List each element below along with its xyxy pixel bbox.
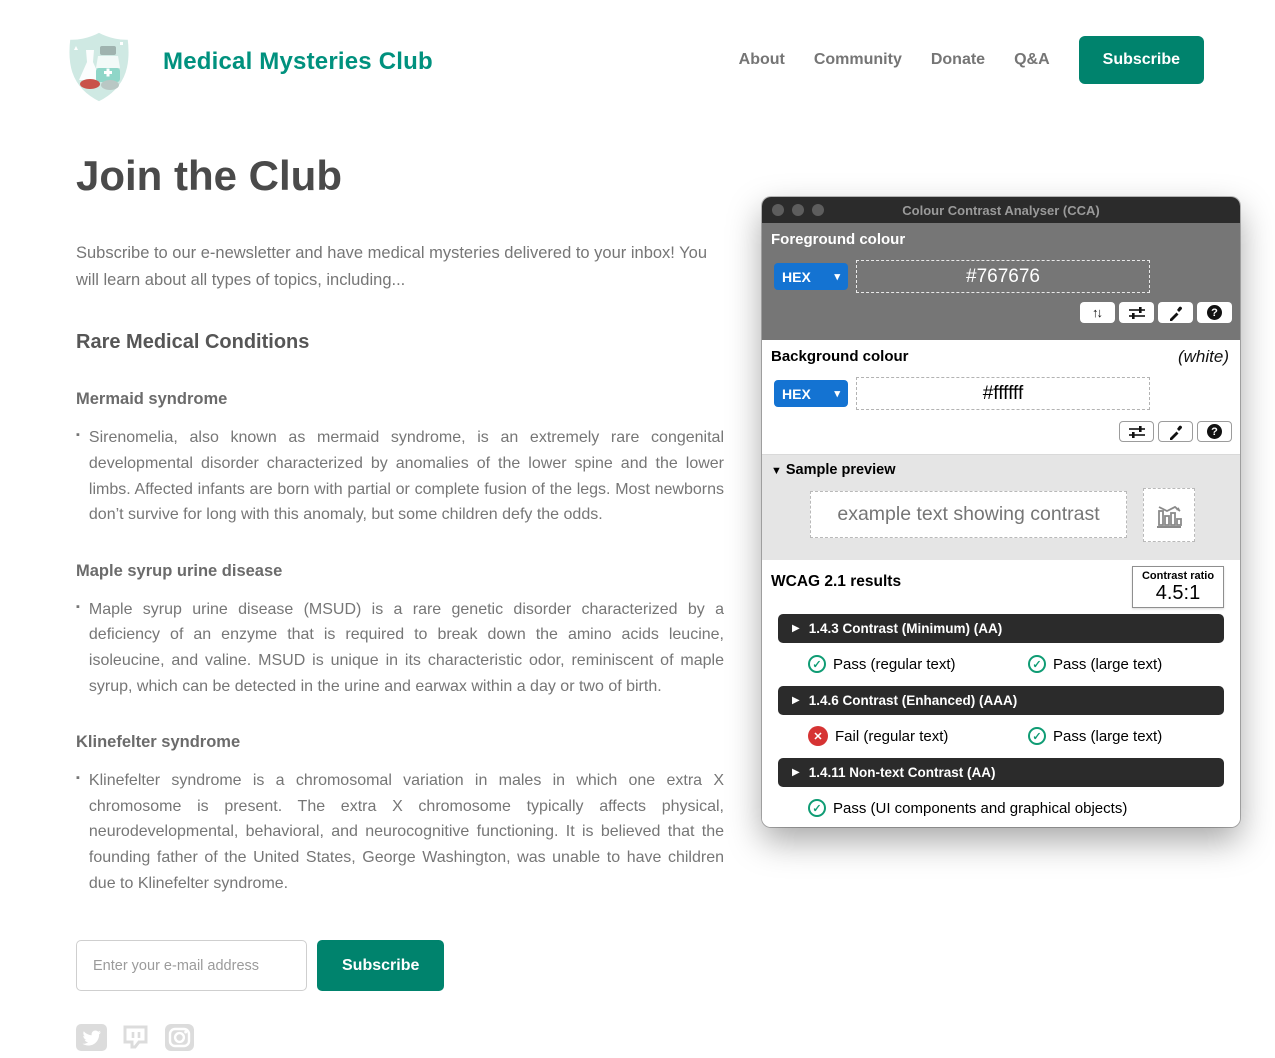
criterion-title: 1.4.3 Contrast (Minimum) (AA) bbox=[808, 621, 1003, 636]
expander-icon: ▶ bbox=[792, 623, 800, 634]
eyedropper-button[interactable] bbox=[1158, 302, 1193, 323]
pass-icon: ✓ bbox=[1028, 655, 1046, 673]
club-logo bbox=[60, 26, 138, 117]
condition-title: Mermaid syndrome bbox=[76, 390, 228, 409]
help-icon: ? bbox=[1207, 305, 1222, 320]
nav-qa[interactable]: Q&A bbox=[1014, 51, 1050, 68]
contrast-ratio-box bbox=[1132, 566, 1224, 608]
expander-icon: ▶ bbox=[792, 767, 800, 778]
bullet-icon: ▪ bbox=[76, 600, 80, 613]
check-result bbox=[1028, 655, 1240, 673]
brand-title: Medical Mysteries Club bbox=[163, 48, 433, 75]
contrast-ratio-value: 4.5:1 bbox=[1155, 582, 1201, 604]
background-panel bbox=[762, 340, 1240, 455]
page-title: Join the Club bbox=[76, 152, 342, 199]
cca-window bbox=[762, 197, 1240, 827]
bullet-icon: ▪ bbox=[76, 772, 80, 785]
condition-text: Maple syrup urine disease (MSUD) is a rare genetic disorder characterized by a deficiency of an enzyme that is required to break down the amino acids leucine, isoleucine, and valine. MSUD is unique in its characteristic odor, reminiscent of maple syrup, which can be detected in the urine and earwax within a day or two of birth. bbox=[88, 600, 724, 695]
format-value: HEX bbox=[782, 385, 811, 402]
condition-mermaid bbox=[76, 390, 724, 527]
condition-title: Maple syrup urine disease bbox=[76, 561, 283, 580]
bullet-icon: ▪ bbox=[76, 429, 80, 442]
contrast-ratio-label: Contrast ratio bbox=[1141, 570, 1215, 582]
swap-icon: ↑↓ bbox=[1092, 305, 1101, 320]
background-colour-name: (white) bbox=[1177, 347, 1229, 366]
check-result bbox=[808, 799, 1240, 817]
condition-title: Klinefelter syndrome bbox=[76, 733, 241, 752]
criterion-143-checks bbox=[762, 651, 1240, 677]
eyedropper-icon bbox=[1168, 305, 1184, 321]
collapse-triangle-icon: ▼ bbox=[771, 465, 782, 477]
pass-icon: ✓ bbox=[808, 655, 826, 673]
chevron-down-icon: ▾ bbox=[834, 271, 840, 283]
instagram-icon[interactable] bbox=[164, 1022, 195, 1058]
intro-text: Subscribe to our e-newsletter and have medical mysteries delivered to your inbox! You will learn about all types of topics, including... bbox=[76, 244, 708, 289]
sliders-icon bbox=[1127, 425, 1147, 439]
sample-preview-label: Sample preview bbox=[785, 462, 896, 478]
window-titlebar[interactable] bbox=[762, 197, 1240, 223]
condition-msud bbox=[76, 562, 724, 699]
expander-icon: ▶ bbox=[792, 695, 800, 706]
adjust-sliders-button[interactable] bbox=[1119, 302, 1154, 323]
newsletter-signup-form bbox=[76, 940, 724, 991]
criterion-1411-bar[interactable] bbox=[778, 758, 1224, 787]
background-hex-input[interactable] bbox=[856, 377, 1150, 410]
pass-icon: ✓ bbox=[1028, 727, 1046, 745]
help-button[interactable] bbox=[1197, 421, 1232, 442]
main-content bbox=[76, 152, 724, 1058]
window-title: Colour Contrast Analyser (CCA) bbox=[902, 202, 1100, 218]
help-icon: ? bbox=[1207, 424, 1222, 439]
condition-text: Klinefelter syndrome is a chromosomal variation in males in which one extra X chromosome is present. The extra X chromosome typically affects physical, neurodevelopmental, behavioral, and neurocognitive functioning. It is believed that the founding father of the United States, George Washington, was unable to have children due to Klinefelter syndrome. bbox=[88, 772, 724, 892]
close-icon[interactable] bbox=[772, 204, 784, 216]
criterion-1411-checks bbox=[762, 795, 1240, 821]
check-result bbox=[808, 726, 1028, 746]
check-label: Pass (large text) bbox=[1053, 727, 1163, 745]
foreground-hex-input[interactable] bbox=[856, 260, 1150, 293]
eyedropper-button[interactable] bbox=[1158, 421, 1193, 442]
foreground-panel bbox=[762, 223, 1240, 340]
background-label: Background colour bbox=[771, 348, 909, 365]
fail-icon: ✕ bbox=[808, 726, 828, 746]
help-button[interactable] bbox=[1197, 302, 1232, 323]
nav-community[interactable]: Community bbox=[813, 51, 902, 68]
format-value: HEX bbox=[782, 268, 811, 285]
nav-subscribe-button[interactable]: Subscribe bbox=[1079, 36, 1204, 84]
criterion-title: 1.4.6 Contrast (Enhanced) (AAA) bbox=[808, 693, 1018, 708]
condition-text: Sirenomelia, also known as mermaid syndrome, is an extremely rare congenital developmental disorder characterized by anomalies of the lower spine and the lower limbs. Affected infants are born with partial or complete fusion of the legs. Most newborns don’t survive for long with this anomaly, but some children defy the odds. bbox=[88, 429, 724, 524]
background-format-select[interactable] bbox=[774, 380, 848, 407]
site-header bbox=[0, 0, 1275, 125]
twitch-icon[interactable] bbox=[120, 1022, 151, 1058]
sample-text-preview[interactable]: example text showing contrast bbox=[810, 491, 1127, 538]
eyedropper-icon bbox=[1168, 424, 1184, 440]
nav-about[interactable]: About bbox=[738, 51, 785, 68]
results-heading: WCAG 2.1 results bbox=[771, 573, 902, 590]
check-result bbox=[1028, 727, 1240, 745]
minimize-icon[interactable] bbox=[792, 204, 804, 216]
check-label: Pass (large text) bbox=[1053, 655, 1163, 673]
criterion-143-bar[interactable] bbox=[778, 614, 1224, 643]
foreground-format-select[interactable] bbox=[774, 263, 848, 290]
chart-icon bbox=[1153, 499, 1185, 531]
pass-icon: ✓ bbox=[808, 799, 826, 817]
check-label: Pass (regular text) bbox=[833, 655, 956, 673]
adjust-sliders-button[interactable] bbox=[1119, 421, 1154, 442]
criterion-title: 1.4.11 Non-text Contrast (AA) bbox=[808, 765, 996, 780]
chevron-down-icon: ▾ bbox=[834, 388, 840, 400]
criterion-146-bar[interactable] bbox=[778, 686, 1224, 715]
email-input[interactable] bbox=[76, 940, 307, 991]
shield-logo-icon bbox=[60, 26, 138, 112]
subscribe-button[interactable]: Subscribe bbox=[317, 940, 444, 991]
wcag-results-panel bbox=[762, 560, 1240, 827]
sample-preview-panel bbox=[762, 455, 1240, 560]
nav-donate[interactable]: Donate bbox=[930, 51, 986, 68]
check-label: Fail (regular text) bbox=[835, 727, 949, 745]
sliders-icon bbox=[1127, 306, 1147, 320]
criterion-146-checks bbox=[762, 723, 1240, 749]
main-nav bbox=[739, 36, 1204, 84]
sample-graphics-preview[interactable] bbox=[1143, 488, 1195, 542]
check-label: Pass (UI components and graphical objects) bbox=[833, 799, 1128, 817]
condition-klinefelter bbox=[76, 733, 724, 896]
swap-colours-button[interactable] bbox=[1080, 302, 1115, 323]
foreground-label: Foreground colour bbox=[771, 231, 906, 248]
social-links bbox=[76, 1022, 724, 1058]
check-result bbox=[808, 655, 1028, 673]
section-heading: Rare Medical Conditions bbox=[76, 331, 310, 354]
sample-preview-toggle[interactable] bbox=[771, 462, 896, 478]
maximize-icon[interactable] bbox=[812, 204, 824, 216]
twitter-icon[interactable] bbox=[76, 1022, 107, 1058]
